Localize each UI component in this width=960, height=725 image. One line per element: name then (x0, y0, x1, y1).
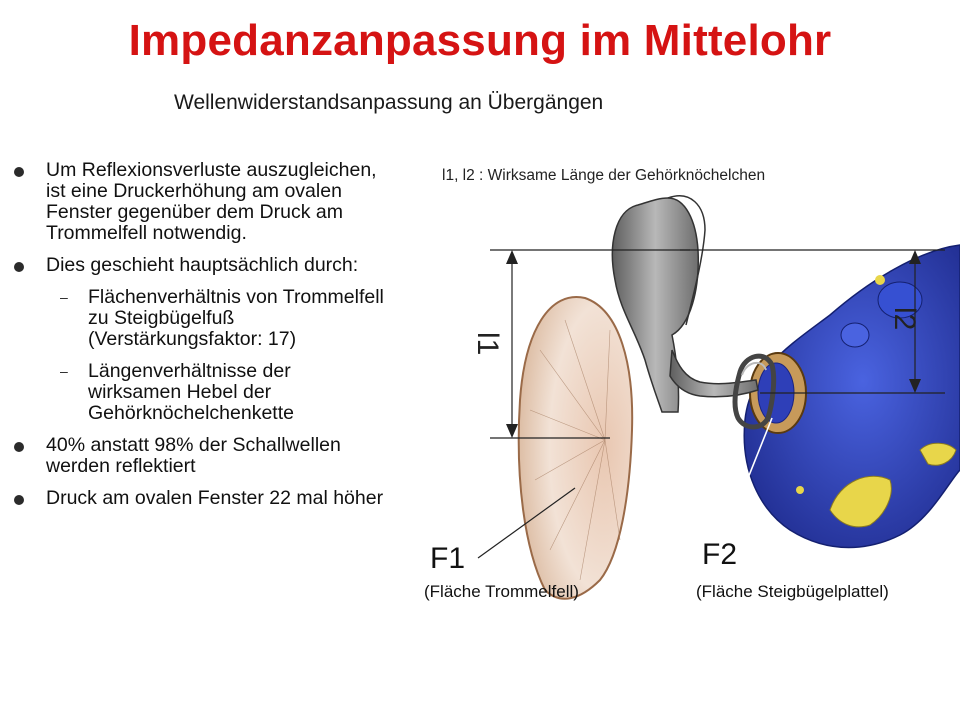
bullet-text: 40% anstatt 98% der Schallwellen werden reflektiert (46, 434, 341, 477)
f1-description: (Fläche Trommelfell) (424, 582, 579, 601)
bullet-item-mechanism (14, 255, 389, 276)
figure-caption: l1, l2 : Wirksame Länge der Gehörknöchelchen (442, 167, 766, 184)
middle-ear-diagram (400, 150, 960, 720)
sub-bullet-text: Längenverhältnisse der wirksamen Hebel der Gehörknöchelchenkette (88, 360, 294, 424)
bullet-dot-icon (14, 262, 24, 272)
bullet-dot-icon (14, 495, 24, 505)
slide-title: Impedanzanpassung im Mittelohr (128, 16, 832, 65)
bullet-text: Um Reflexionsverluste auszugleichen, ist eine Druckerhöhung am ovalen Fenster gegenüber dem Druck am Trommelfell notwendig. (46, 159, 377, 244)
bullet-item-pressure (14, 488, 389, 509)
sub-bullet-area-ratio (14, 287, 389, 350)
bullet-dot-icon (14, 167, 24, 177)
l1-label: l1 (471, 332, 504, 356)
bullet-list (14, 160, 389, 520)
bullet-text: Dies geschieht hauptsächlich durch: (46, 254, 359, 276)
sub-bullet-text: Flächenverhältnis von Trommelfell zu Steigbügelfuß (Verstärkungsfaktor: 17) (88, 286, 384, 350)
middle-ear-figure (400, 150, 960, 720)
eardrum-shape (519, 297, 632, 599)
sub-bullet-lever-ratio (14, 361, 389, 424)
bullet-item-reflection (14, 160, 389, 244)
sub-bullet-dash: – (60, 363, 68, 379)
f2-label: F2 (702, 538, 738, 571)
bullet-item-reflected (14, 435, 389, 477)
bullet-dot-icon (14, 442, 24, 452)
bullet-text: Druck am ovalen Fenster 22 mal höher (46, 487, 384, 509)
sub-bullet-dash: – (60, 289, 68, 305)
slide-subtitle: Wellenwiderstandsanpassung an Übergängen (174, 91, 604, 114)
l2-label: l2 (888, 307, 921, 331)
ossicles-shape (612, 196, 773, 427)
f2-description: (Fläche Steigbügelplattel) (696, 582, 889, 601)
f1-label: F1 (430, 542, 466, 575)
